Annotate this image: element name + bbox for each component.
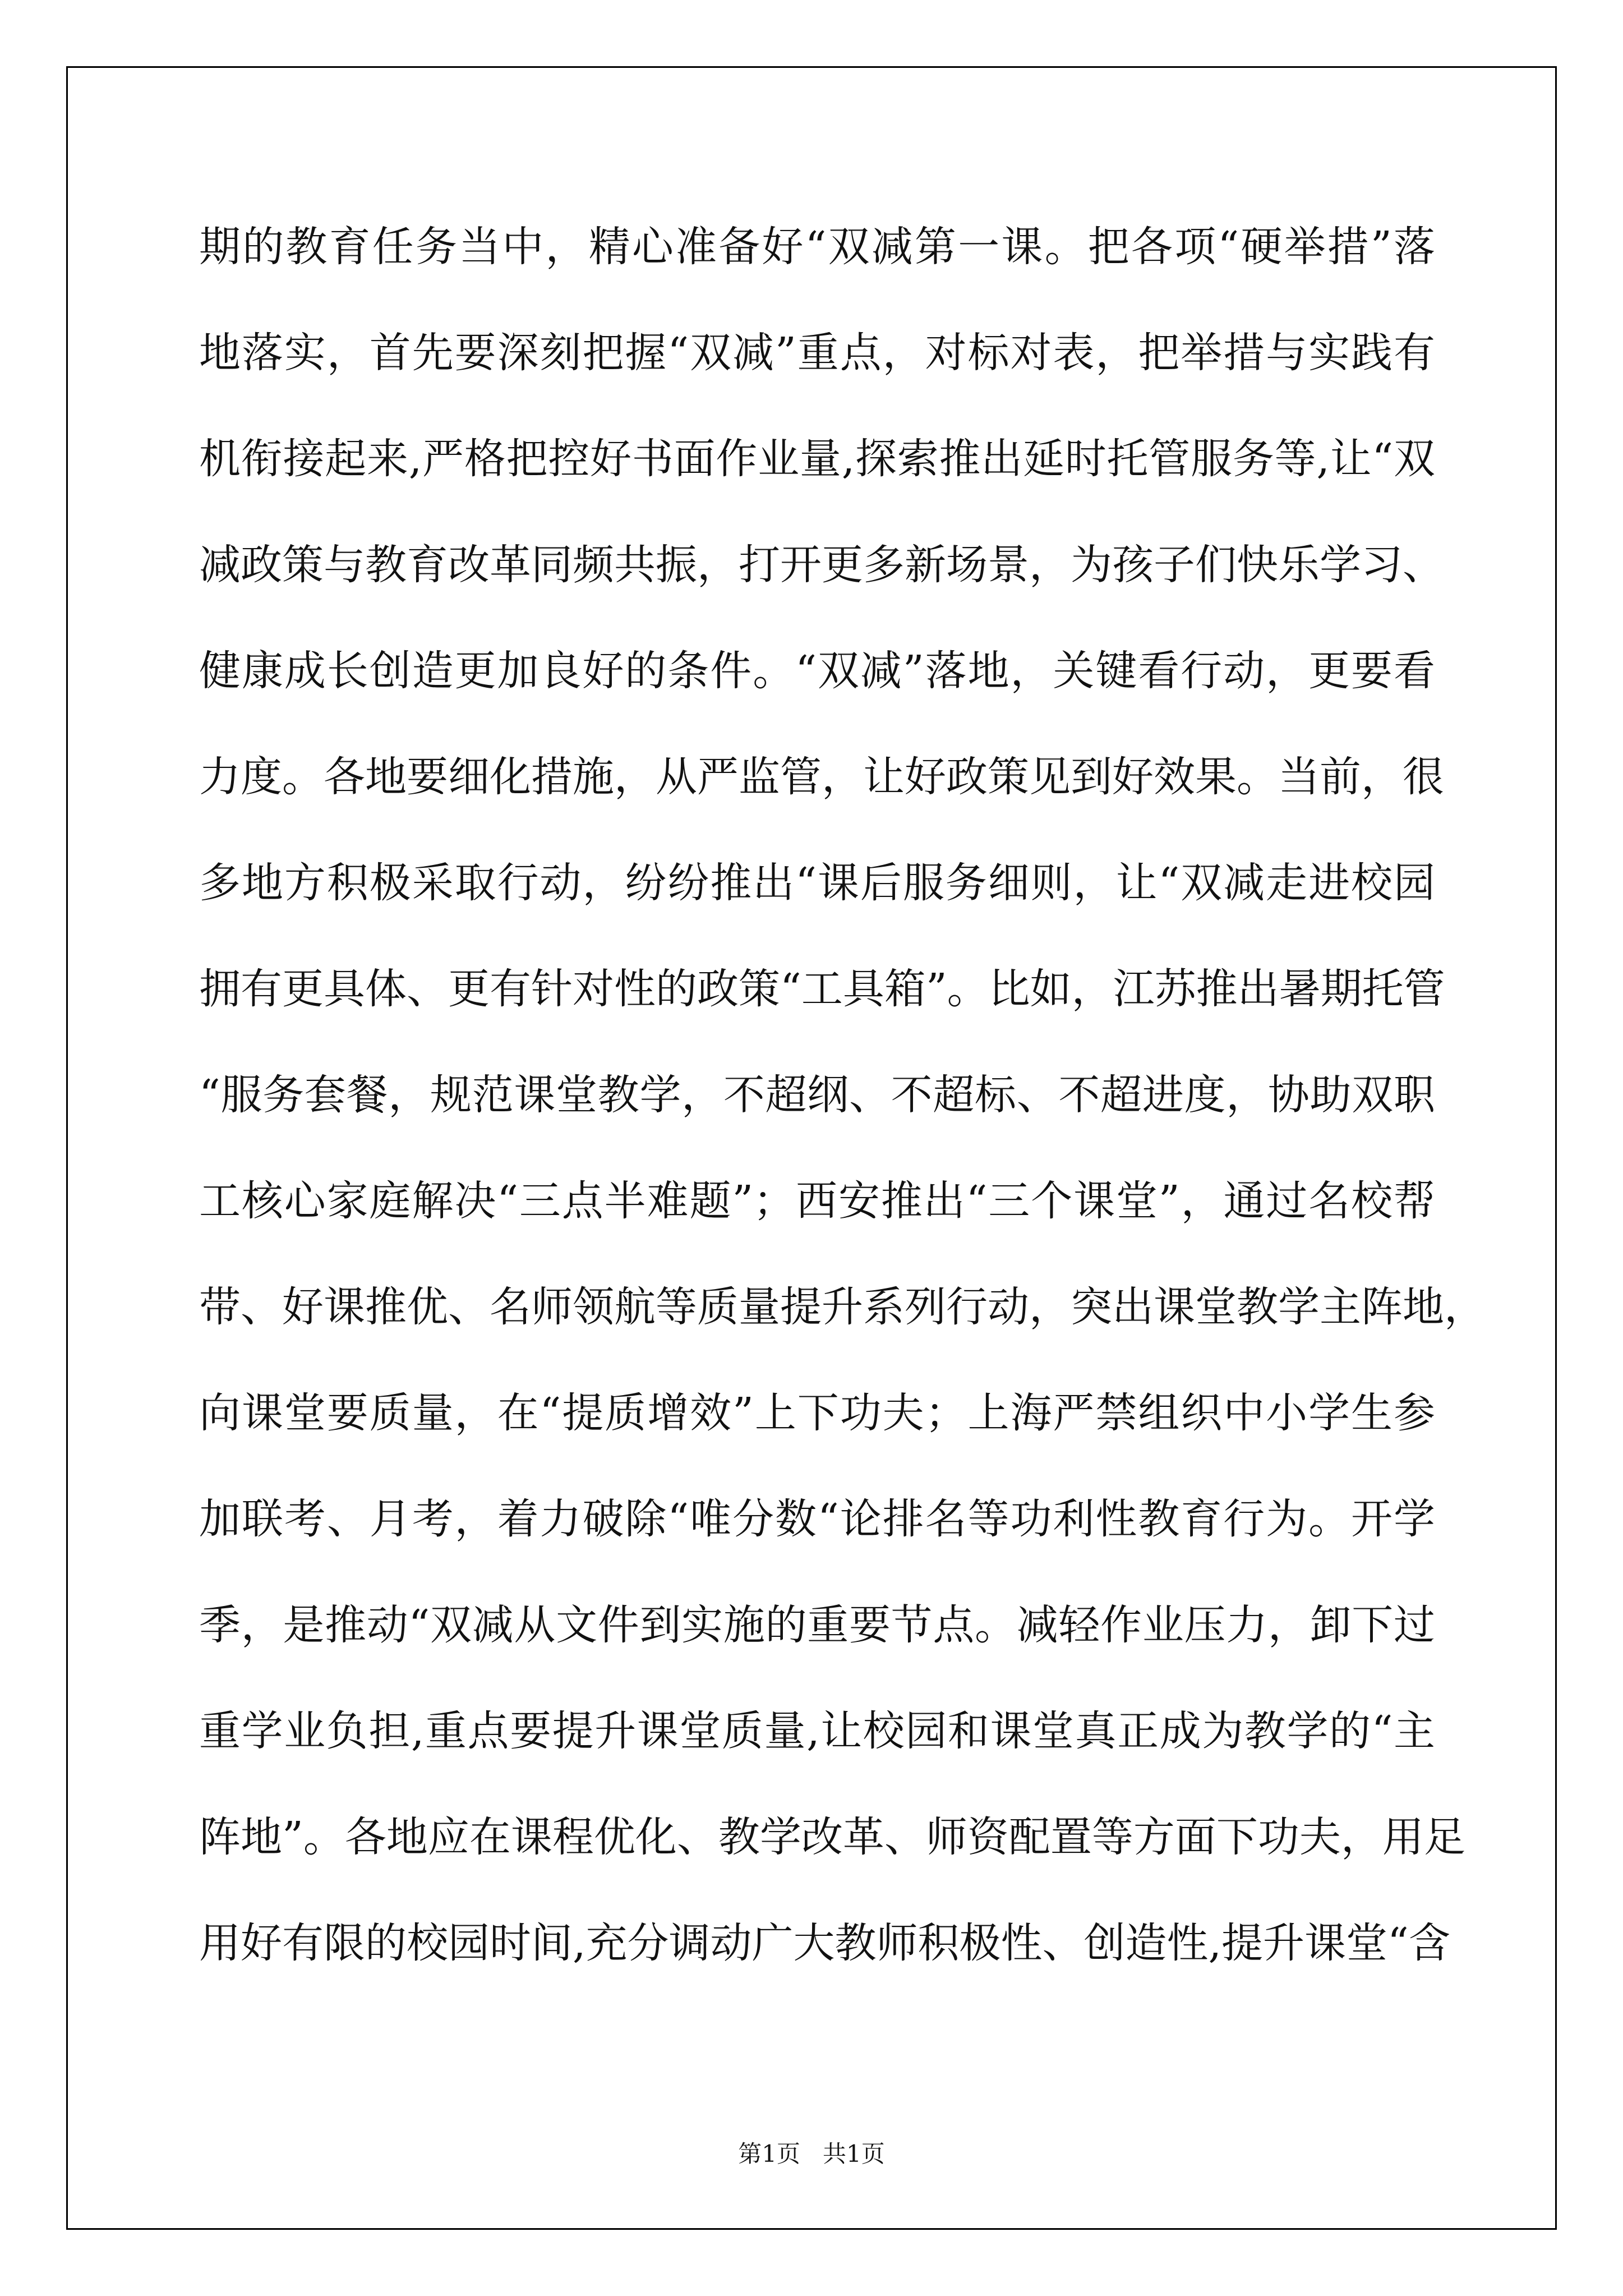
text-line: 健康成长创造更加良好的条件。“双减”落地，关键看行动，更要看: [199, 647, 1435, 695]
text-line: 多地方积极采取行动，纷纷推出“课后服务细则，让“双减走进校园: [199, 859, 1435, 907]
text-line: 季，是推动“双减从文件到实施的重要节点。减轻作业压力，卸下过: [199, 1601, 1435, 1649]
text-line: 用好有限的校园时间,充分调动广大教师积极性、创造性,提升课堂“含: [199, 1919, 1450, 1967]
document-body: [199, 214, 1486, 2017]
text-line: 带、好课推优、名师领航等质量提升系列行动，突出课堂教学主阵地，: [199, 1283, 1486, 1331]
text-line: 重学业负担,重点要提升课堂质量,让校园和课堂真正成为教学的“主: [199, 1707, 1435, 1755]
page-number-footer: 第1页 共1页: [738, 2140, 885, 2168]
text-line: 工核心家庭解决“三点半难题”；西安推出“三个课堂”，通过名校帮: [199, 1177, 1435, 1225]
text-line: 减政策与教育改革同频共振，打开更多新场景，为孩子们快乐学习、: [199, 541, 1444, 589]
text-line: 阵地”。各地应在课程优化、教学改革、师资配置等方面下功夫，用足: [199, 1813, 1465, 1861]
text-line: 拥有更具体、更有针对性的政策“工具箱”。比如，江苏推出暑期托管: [199, 965, 1445, 1013]
text-line: 期的教育任务当中，精心准备好“双减第一课。把各项“硬举措”落: [199, 223, 1435, 271]
text-line: 向课堂要质量，在“提质增效”上下功夫；上海严禁组织中小学生参: [199, 1389, 1435, 1437]
text-line: 地落实，首先要深刻把握“双减”重点，对标对表，把举措与实践有: [199, 329, 1435, 377]
text-line: 机衔接起来,严格把控好书面作业量,探索推出延时托管服务等,让“双: [199, 435, 1435, 483]
text-line: 力度。各地要细化措施，从严监管，让好政策见到好效果。当前，很: [199, 753, 1444, 801]
text-line: 加联考、月考，着力破除“唯分数“论排名等功利性教育行为。开学: [199, 1495, 1435, 1543]
text-line: “服务套餐，规范课堂教学，不超纲、不超标、不超进度，协助双职: [199, 1071, 1435, 1119]
